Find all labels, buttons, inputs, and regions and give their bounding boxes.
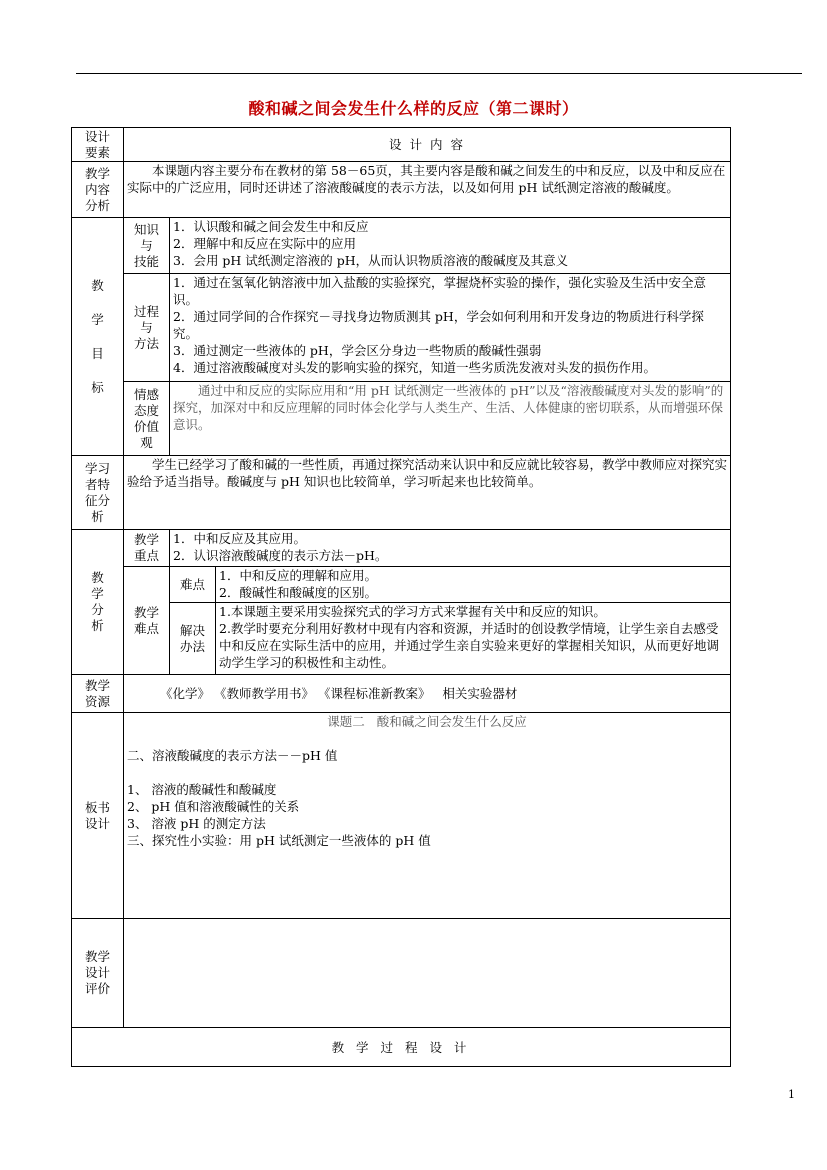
page-number: 1 [788, 1088, 795, 1101]
process-design-row [72, 1028, 731, 1067]
list-item: 2．通过同学间的合作探究－寻找身边物质测其 pH，学会如何利用和开发身边的物质进行科学探究。 [173, 309, 704, 341]
content-analysis-text: 本课题内容主要分布在教材的第 58－65页，其主要内容是酸和碱之间发生的中和反应，以及中和反应在实际中的广泛应用，同时还讲述了溶液酸碱度的表示方法，以及如何用 pH 试纸测定溶液的酸碱度。 [124, 162, 731, 218]
list-item: 2．认识溶液酸碱度的表示方法－pH。 [173, 548, 388, 563]
difficulty-sub-label: 难点 [170, 567, 216, 603]
board-row [72, 713, 731, 919]
header-label: 设计 要素 [72, 128, 124, 162]
header-content: 设 计 内 容 [124, 128, 731, 162]
list-item: 3．通过测定一些液体的 pH，学会区分身边一些物质的酸碱性强弱 [173, 343, 542, 358]
objectives-process-row [72, 274, 731, 382]
difficulty-items [216, 567, 731, 603]
list-item: 3．会用 pH 试纸测定溶液的 pH，从而认识物质溶液的酸碱度及其意义 [173, 253, 569, 268]
list-item: 4．通过溶液酸碱度对头发的影响实验的探究，知道一些劣质洗发液对头发的损伤作用。 [173, 360, 656, 375]
list-item: 1、 溶液的酸碱性和酸碱度 [127, 782, 277, 797]
difficulties-label: 教学 难点 [124, 567, 170, 675]
solution-label: 解决 办法 [170, 603, 216, 675]
list-item: 1.本课题主要采用实验探究式的学习方式来掌握有关中和反应的知识。 [219, 604, 606, 619]
board-section: 三、探究性小实验：用 pH 试纸测定一些液体的 pH 值 [127, 833, 431, 848]
resources-label: 教学 资源 [72, 675, 124, 713]
knowledge-items [170, 218, 731, 274]
board-label: 板书 设计 [72, 713, 124, 919]
process-design-label: 教 学 过 程 设 计 [72, 1028, 731, 1067]
learner-analysis-row [72, 456, 731, 530]
learner-analysis-label: 学习 者特 征分 析 [72, 456, 124, 530]
list-item: 2．酸碱性和酸碱度的区别。 [219, 585, 377, 600]
board-content [124, 713, 731, 919]
objectives-attitude-row [72, 382, 731, 456]
list-item: 1．中和反应的理解和应用。 [219, 568, 377, 583]
knowledge-label: 知识 与 技能 [124, 218, 170, 274]
resources-row [72, 675, 731, 713]
lesson-plan-table [71, 127, 731, 1067]
header-row [72, 128, 731, 162]
board-title: 课题二 酸和碱之间会发生什么反应 [327, 714, 527, 729]
resources-text: 《化学》 《教师教学用书》 《课程标准新教案》 相关实验器材 [124, 675, 731, 713]
solution-items [216, 603, 731, 675]
evaluation-row [72, 919, 731, 1028]
list-item: 2．理解中和反应在实际中的应用 [173, 236, 356, 251]
key-points-label: 教学 重点 [124, 530, 170, 567]
evaluation-label: 教学 设计 评价 [72, 919, 124, 1028]
list-item: 2、 pH 值和溶液酸碱性的关系 [127, 799, 300, 814]
content-analysis-row [72, 162, 731, 218]
learner-analysis-text: 学生已经学习了酸和碱的一些性质，再通过探究活动来认识中和反应就比较容易，教学中教师应对探究实验给予适当指导。酸碱度与 pH 知识也比较简单，学习听起来也比较简单。 [124, 456, 731, 530]
key-points-row [72, 530, 731, 567]
difficulty-row [72, 567, 731, 603]
solution-row [72, 603, 731, 675]
board-section: 二、溶液酸碱度的表示方法－－pH 值 [127, 748, 338, 763]
teaching-analysis-label: 教 学 分 析 [72, 530, 124, 675]
list-item: 1．通过在氢氧化钠溶液中加入盐酸的实验探究，掌握烧杯实验的操作，强化实验及生活中安全意识。 [173, 275, 706, 307]
evaluation-content [124, 919, 731, 1028]
list-item: 1．中和反应及其应用。 [173, 531, 306, 546]
key-points-items [170, 530, 731, 567]
list-item: 3、 溶液 pH 的测定方法 [127, 816, 266, 831]
process-items [170, 274, 731, 382]
objectives-label: 教 学 目 标 [72, 218, 124, 456]
document-title: 酸和碱之间会发生什么样的反应（第二课时） [248, 99, 579, 118]
attitude-text: 通过中和反应的实际应用和“用 pH 试纸测定一些液体的 pH”以及“溶液酸碱度对头发的影响”的探究，加深对中和反应理解的同时体会化学与人类生产、生活、人体健康的密切联系，从而增强环保意识。 [170, 382, 731, 456]
list-item: 1．认识酸和碱之间会发生中和反应 [173, 219, 369, 234]
content-analysis-label: 教学 内容 分析 [72, 162, 124, 218]
objectives-knowledge-row [72, 218, 731, 274]
top-rule [76, 73, 802, 74]
list-item: 2.教学时要充分利用好教材中现有内容和资源，并适时的创设教学情境，让学生亲自去感受中和反应在实际生活中的应用，并通过学生亲自实验来更好的掌握相关知识，从而更好地调动学生学习的积极性和主动性。 [219, 621, 720, 670]
process-label: 过程 与 方法 [124, 274, 170, 382]
attitude-label: 情感 态度 价值 观 [124, 382, 170, 456]
